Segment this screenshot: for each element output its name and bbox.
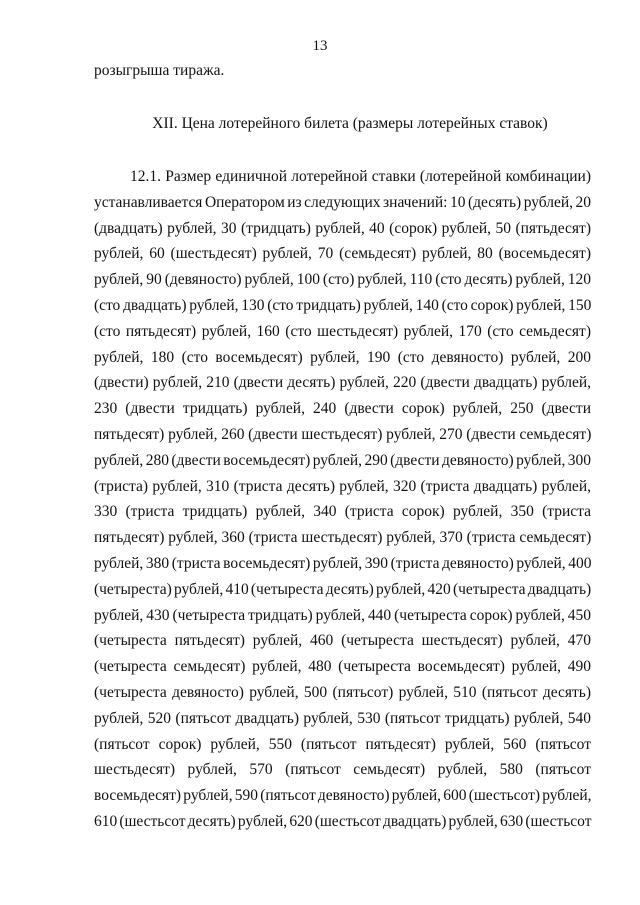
paragraph-line: (триста) рублей, 310 (триста десять) рублей, 320 (триста двадцать) рублей,	[94, 477, 591, 495]
paragraph-line: 330 (триста тридцать) рублей, 340 (триста сорок) рублей, 350 (триста	[94, 503, 591, 521]
paragraph-line: рублей, 430 (четыреста тридцать) рублей, 440 (четыреста сорок) рублей, 450	[94, 606, 591, 624]
paragraph-line: 12.1. Размер единичной лотерейной ставки (лотерейной комбинации)	[130, 168, 591, 185]
paragraph-line: 610 (шестьсот десять) рублей, 620 (шестьсот двадцать) рублей, 630 (шестьсот	[94, 812, 592, 830]
section-heading: XII. Цена лотерейного билета (размеры лотерейных ставок)	[152, 115, 548, 132]
paragraph-line: восемьдесят) рублей, 590 (пятьсот девяносто) рублей, 600 (шестьсот) рублей,	[94, 787, 592, 805]
paragraph-line: (пятьсот сорок) рублей, 550 (пятьсот пятьдесят) рублей, 560 (пятьсот	[94, 735, 591, 753]
paragraph-line: пятьдесят) рублей, 260 (двести шестьдесят) рублей, 270 (двести семьдесят)	[94, 425, 592, 443]
paragraph-line: 230 (двести тридцать) рублей, 240 (двести сорок) рублей, 250 (двести	[94, 400, 591, 418]
paragraph-line: (сто пятьдесят) рублей, 160 (сто шестьдесят) рублей, 170 (сто семьдесят)	[94, 322, 591, 340]
paragraph-line: рублей, 520 (пятьсот двадцать) рублей, 530 (пятьсот тридцать) рублей, 540	[94, 709, 591, 727]
paragraph-line: (четыреста пятьдесят) рублей, 460 (четыреста шестьдесят) рублей, 470	[94, 632, 591, 650]
paragraph-line: (четыреста семьдесят) рублей, 480 (четыреста восемьдесят) рублей, 490	[94, 658, 591, 676]
paragraph-line: рублей, 380 (триста восемьдесят) рублей, 390 (триста девяносто) рублей, 400	[94, 554, 592, 572]
paragraph-line: (двести) рублей, 210 (двести десять) рублей, 220 (двести двадцать) рублей,	[94, 374, 591, 392]
paragraph-line: пятьдесят) рублей, 360 (триста шестьдесят) рублей, 370 (триста семьдесят)	[94, 529, 592, 547]
paragraph-12-1	[94, 164, 591, 835]
paragraph-line: (четыреста) рублей, 410 (четыреста десять) рублей, 420 (четыреста двадцать)	[94, 580, 592, 598]
paragraph-line: рублей, 60 (шестьдесят) рублей, 70 (семьдесят) рублей, 80 (восемьдесят)	[94, 245, 591, 263]
continuation-text: розыгрыша тиража.	[94, 62, 225, 79]
page-number: 13	[312, 38, 328, 54]
paragraph-line: шестьдесят) рублей, 570 (пятьсот семьдесят) рублей, 580 (пятьсот	[94, 761, 591, 779]
paragraph-line: устанавливается Оператором из следующих значений: 10 (десять) рублей, 20	[94, 193, 591, 211]
paragraph-line: (сто двадцать) рублей, 130 (сто тридцать) рублей, 140 (сто сорок) рублей, 150	[94, 296, 592, 314]
paragraph-line: рублей, 180 (сто восемьдесят) рублей, 190 (сто девяносто) рублей, 200	[94, 348, 591, 366]
paragraph-line: рублей, 90 (девяносто) рублей, 100 (сто) рублей, 110 (сто десять) рублей, 120	[94, 271, 591, 289]
paragraph-line: (четыреста девяносто) рублей, 500 (пятьсот) рублей, 510 (пятьсот десять)	[94, 683, 591, 701]
paragraph-line: (двадцать) рублей, 30 (тридцать) рублей, 40 (сорок) рублей, 50 (пятьдесят)	[94, 219, 591, 237]
paragraph-line: рублей, 280 (двести восемьдесят) рублей, 290 (двести девяносто) рублей, 300	[94, 451, 591, 469]
